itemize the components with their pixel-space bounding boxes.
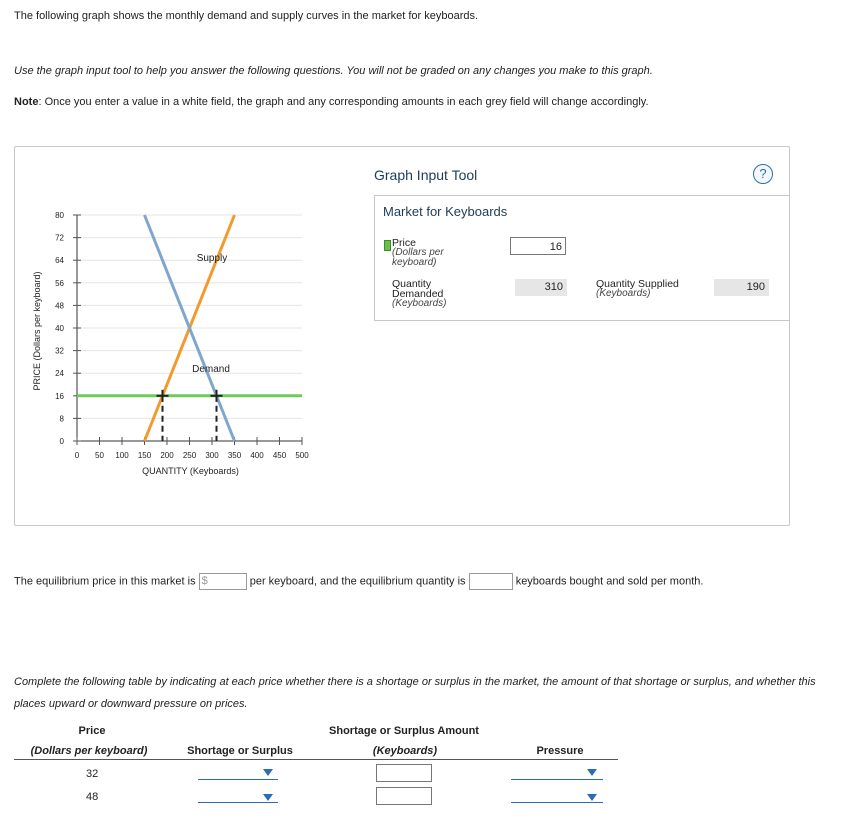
equilibrium-price-input[interactable] xyxy=(199,573,247,590)
qd-label-sub: (Keyboards) xyxy=(392,298,447,309)
x-tick-label-250: 250 xyxy=(182,451,197,460)
market-title: Market for Keyboards xyxy=(383,204,508,219)
y-tick-label-64: 64 xyxy=(55,256,64,266)
y-tick-label-32: 32 xyxy=(55,346,64,356)
row-32-pressure-chevron-down-icon[interactable] xyxy=(587,769,597,776)
equilibrium-quantity-input[interactable] xyxy=(469,573,513,590)
header-amount-sub-text: (Keyboards) xyxy=(372,745,438,757)
y-tick-label-72: 72 xyxy=(55,233,64,243)
row-48-pressure-select[interactable] xyxy=(511,802,603,803)
header-price: Price xyxy=(78,725,106,737)
y-tick-label-0: 0 xyxy=(59,437,64,446)
price-swatch-icon xyxy=(384,240,391,251)
y-tick-label-8: 8 xyxy=(59,414,64,424)
x-tick-label-50: 50 xyxy=(95,451,104,460)
row-48-amount-input[interactable] xyxy=(376,787,432,805)
intro-text: The following graph shows the monthly demand and supply curves in the market for keyboards. xyxy=(14,10,479,22)
note-label: Note xyxy=(14,96,39,108)
x-tick-label-200: 200 xyxy=(160,451,174,460)
help-icon[interactable]: ? xyxy=(753,164,773,184)
quantity-demanded-value: 310 xyxy=(515,279,567,296)
header-shortage-surplus: Shortage or Surplus xyxy=(187,745,293,757)
x-axis-label: QUANTITY (Keyboards) xyxy=(142,466,239,476)
table-instructions: Complete the following table by indicating at each price whether there is a shortage or surplus in the market, the amount of that shortage or surplus, and whether this places upward or downward pressure on prices. xyxy=(14,676,816,710)
x-tick-label-500: 500 xyxy=(295,451,309,460)
table-header-rule xyxy=(14,759,618,760)
qs-label-main: Quantity Supplied xyxy=(596,278,679,290)
currency-symbol: $ xyxy=(201,575,208,587)
price-label-sub: (Dollars per keyboard) xyxy=(392,247,444,268)
price-label-main: Price xyxy=(392,237,416,249)
row-32-pressure-select[interactable] xyxy=(511,779,603,780)
equilibrium-sentence xyxy=(14,573,703,590)
y-tick-label-24: 24 xyxy=(55,369,64,379)
price-input[interactable]: 16 xyxy=(510,237,566,255)
graph-input-tool-title: Graph Input Tool xyxy=(374,167,478,183)
instructions-text: Use the graph input tool to help you answer the following questions. You will not be graded on any changes you make to this graph. xyxy=(14,65,653,77)
row-32-shortage-chevron-down-icon[interactable] xyxy=(263,769,273,776)
x-tick-label-100: 100 xyxy=(115,451,129,460)
demand-curve-label: Demand xyxy=(192,364,230,375)
price-label xyxy=(392,238,462,268)
qs-label-sub: (Keyboards) xyxy=(596,288,651,299)
x-tick-label-150: 150 xyxy=(137,451,152,460)
y-tick-label-80: 80 xyxy=(55,211,64,220)
row-48-price: 48 xyxy=(86,791,99,803)
row-32-price: 32 xyxy=(86,768,99,780)
note-body: : Once you enter a value in a white field, the graph and any corresponding amounts in each grey field will change accordingly. xyxy=(38,96,649,108)
x-tick-label-450: 450 xyxy=(272,451,287,460)
row-48-shortage-select[interactable] xyxy=(198,802,278,803)
x-tick-label-350: 350 xyxy=(227,451,242,460)
header-amount: Shortage or Surplus Amount xyxy=(329,725,479,737)
header-price-sub-text: (Dollars per keyboard) xyxy=(30,745,148,757)
quantity-supplied-value: 190 xyxy=(714,279,769,296)
eq-text-1: The equilibrium price in this market is xyxy=(14,575,196,588)
row-48-pressure-chevron-down-icon[interactable] xyxy=(587,794,597,801)
y-tick-label-56: 56 xyxy=(55,278,64,288)
row-48-shortage-chevron-down-icon[interactable] xyxy=(263,794,273,801)
header-price-sub xyxy=(14,745,164,757)
quantity-demanded-label xyxy=(392,279,452,309)
eq-text-3: keyboards bought and sold per month. xyxy=(515,575,704,588)
header-pressure: Pressure xyxy=(536,745,584,757)
supply-curve-label: Supply xyxy=(196,253,228,264)
row-32-amount-input[interactable] xyxy=(376,764,432,782)
quantity-supplied-label xyxy=(596,279,679,299)
qd-label-main: Quantity Demanded xyxy=(392,278,444,300)
x-tick-label-400: 400 xyxy=(250,451,264,460)
y-axis-label: PRICE (Dollars per keyboard) xyxy=(32,271,42,391)
eq-text-2: per keyboard, and the equilibrium quantity is xyxy=(249,575,466,588)
x-tick-label-0: 0 xyxy=(74,451,80,460)
y-tick-label-48: 48 xyxy=(55,301,64,311)
header-amount-sub xyxy=(330,745,480,757)
y-tick-label-16: 16 xyxy=(55,391,64,401)
x-tick-label-300: 300 xyxy=(205,451,219,460)
y-tick-label-40: 40 xyxy=(55,324,64,333)
row-32-shortage-select[interactable] xyxy=(198,779,278,780)
